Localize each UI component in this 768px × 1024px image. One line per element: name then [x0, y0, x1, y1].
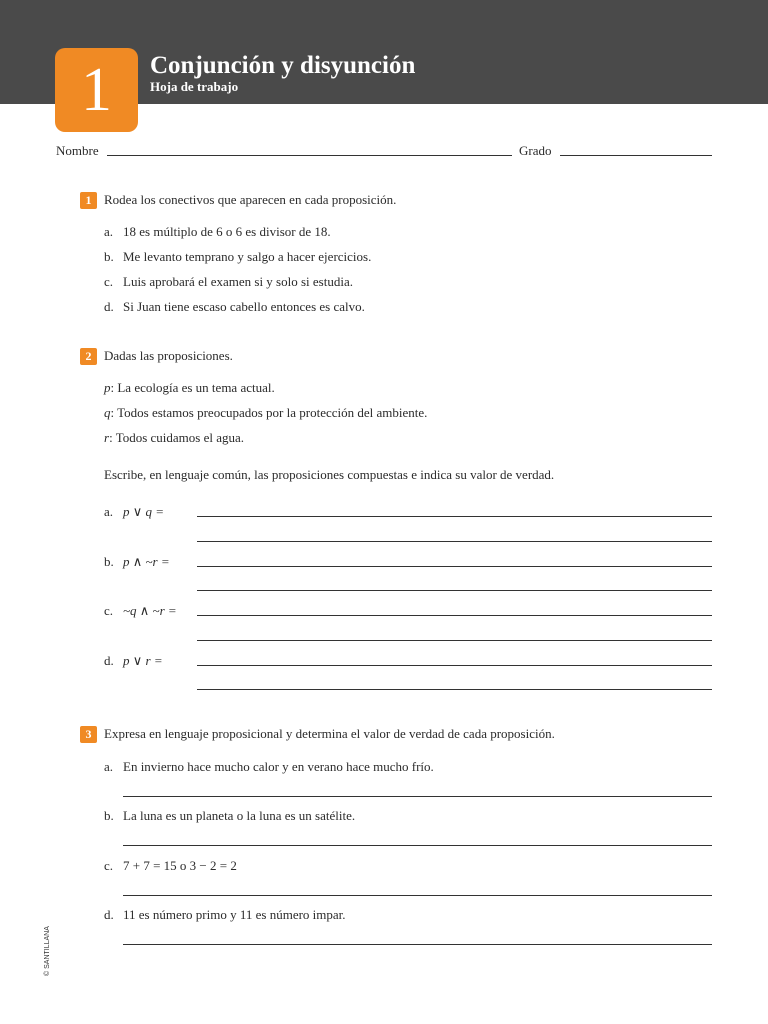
proposition-variable: p	[104, 380, 111, 395]
name-field[interactable]	[107, 155, 512, 156]
answer-line[interactable]	[123, 796, 712, 797]
exercise-2-instruction-2: Escribe, en lenguaje común, las proposiciones compuestas e indica su valor de verdad.	[104, 467, 555, 482]
answer-line[interactable]	[197, 566, 712, 567]
ex3-item-text: 7 + 7 = 15 o 3 − 2 = 2	[123, 858, 237, 873]
ex1-item-text: 18 es múltiplo de 6 o 6 es divisor de 18.	[123, 224, 331, 239]
grade-label: Grado	[519, 143, 552, 158]
answer-line[interactable]	[123, 845, 712, 846]
ex3-item-label: b.	[104, 808, 114, 823]
page-subtitle: Hoja de trabajo	[150, 79, 239, 94]
name-label: Nombre	[56, 143, 99, 158]
proposition-variable: r	[104, 430, 110, 445]
ex1-item-label: c.	[104, 274, 114, 289]
exercise-3-instruction: Expresa en lenguaje proposicional y determina el valor de verdad de cada proposición.	[104, 726, 555, 741]
answer-line[interactable]	[197, 615, 712, 616]
proposition	[104, 405, 427, 421]
ex3-item-label: c.	[104, 858, 114, 873]
answer-line[interactable]	[197, 689, 712, 690]
ex2-item-expression: p ∨ r =	[123, 653, 163, 668]
ex2-item-label: d.	[104, 653, 114, 668]
grade-field[interactable]	[560, 155, 712, 156]
ex2-item-expression: p ∨ q =	[123, 504, 165, 519]
copyright-notice: © SANTILLANA	[44, 926, 51, 976]
ex1-item-label: b.	[104, 249, 114, 264]
ex1-item-text: Si Juan tiene escaso cabello entonces es calvo.	[123, 299, 365, 314]
exercise-3-number: 3	[80, 726, 97, 743]
ex1-item-label: d.	[104, 299, 114, 314]
ex3-item-text: En invierno hace mucho calor y en verano hace mucho frío.	[123, 759, 434, 774]
ex2-item-label: c.	[104, 603, 114, 618]
answer-line[interactable]	[123, 895, 712, 896]
ex3-item-label: a.	[104, 759, 114, 774]
answer-line[interactable]	[197, 541, 712, 542]
answer-line[interactable]	[197, 665, 712, 666]
ex2-item-label: b.	[104, 554, 114, 569]
proposition-variable: q	[104, 405, 111, 420]
answer-line[interactable]	[197, 640, 712, 641]
ex1-item-label: a.	[104, 224, 114, 239]
proposition	[104, 380, 275, 396]
answer-line[interactable]	[197, 590, 712, 591]
exercise-1-number: 1	[80, 192, 97, 209]
ex3-item-text: La luna es un planeta o la luna es un satélite.	[123, 808, 356, 823]
ex2-item-expression: p ∧ ~r =	[123, 554, 170, 569]
ex2-item-expression: ~q ∧ ~r =	[123, 603, 177, 618]
proposition	[104, 430, 244, 446]
answer-line[interactable]	[123, 944, 712, 945]
worksheet-number-badge: 1	[55, 48, 138, 132]
page-title: Conjunción y disyunción	[150, 52, 416, 79]
ex1-item-text: Me levanto temprano y salgo a hacer ejercicios.	[123, 249, 372, 264]
proposition-text: : La ecología es un tema actual.	[110, 380, 275, 395]
proposition-text: : Todos cuidamos el agua.	[109, 430, 245, 445]
ex3-item-text: 11 es número primo y 11 es número impar.	[123, 907, 346, 922]
exercise-1-instruction: Rodea los conectivos que aparecen en cada proposición.	[104, 192, 397, 207]
answer-line[interactable]	[197, 516, 712, 517]
exercise-2-instruction: Dadas las proposiciones.	[104, 348, 233, 363]
proposition-text: : Todos estamos preocupados por la protección del ambiente.	[110, 405, 428, 420]
ex2-item-label: a.	[104, 504, 114, 519]
exercise-2-number: 2	[80, 348, 97, 365]
ex3-item-label: d.	[104, 907, 114, 922]
ex1-item-text: Luis aprobará el examen si y solo si estudia.	[123, 274, 353, 289]
